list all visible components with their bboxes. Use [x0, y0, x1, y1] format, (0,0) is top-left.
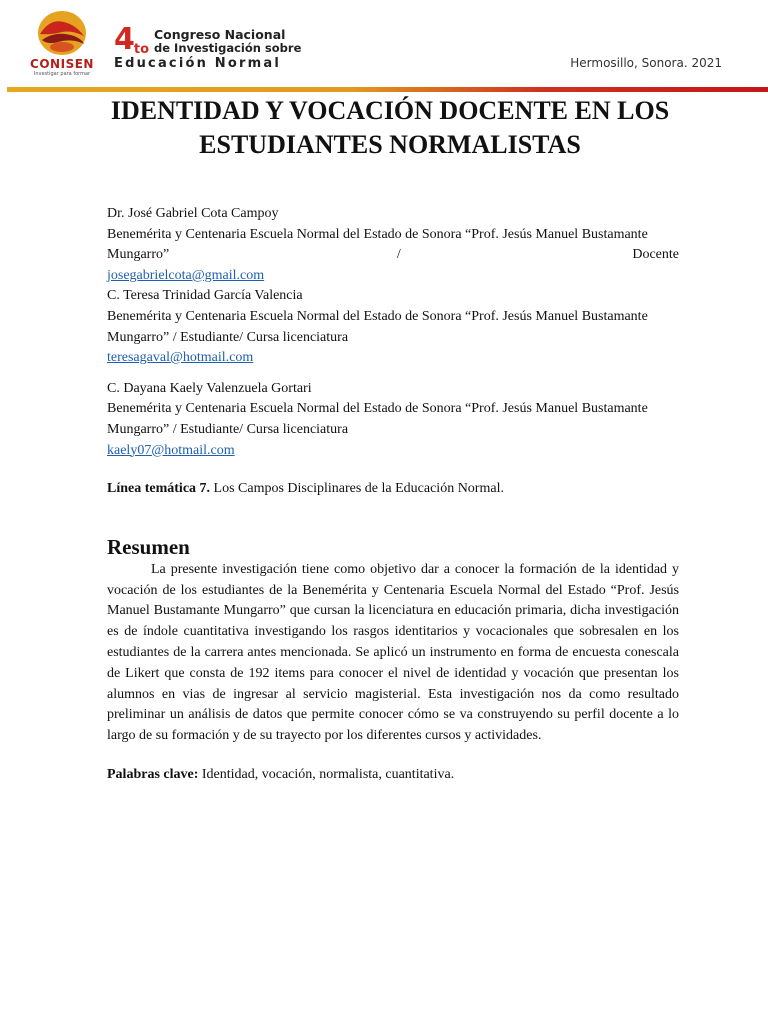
congress-line3: Educación Normal — [114, 56, 281, 71]
author-affiliation: Benemérita y Centenaria Escuela Normal del Estado de Sonora “Prof. Jesús Manuel Bustamante — [107, 308, 648, 324]
title-line2: ESTUDIANTES NORMALISTAS — [199, 130, 581, 159]
author-email-link[interactable]: kaely07@hotmail.com — [107, 442, 235, 458]
thematic-label: Línea temática 7. — [107, 481, 211, 497]
congress-line1: Congreso Nacional — [154, 27, 286, 42]
author-block-1 — [107, 204, 679, 286]
abstract-text: La presente investigación tiene como objetivo dar a conocer la formación de la identidad y vocación de los estudiantes de la Benemérita y Centenaria Escuela Normal del Estado “Prof. Jesús Manuel Bustamante Mungarro” que cursan la licenciatura en educación primaria, dicha investigación es de índole cuantitativa investigando los rasgos identitarios y vocacionales que sobresalen en los estudiantes de la carrera antes mencionada. Se aplicó un instrumento en forma de encuesta conescala de Likert que consta de 192 items para conocer el nivel de identidad y vocación que presentan los alumnos en vias de ingresar al servicio magisterial. Esta investigación nos da como resultado preliminar un análisis de datos que permite conocer cómo se va construyendo su perfil docente a lo largo de su formación y de su trayecto por los diferentes cursos y actividades. — [107, 561, 679, 744]
keywords-line — [107, 765, 679, 786]
congress-line2: de Investigación sobre — [154, 41, 302, 55]
conisen-emblem-icon — [36, 10, 88, 58]
author-affiliation: Benemérita y Centenaria Escuela Normal del Estado de Sonora “Prof. Jesús Manuel Bustamante — [107, 401, 648, 417]
place-date: Hermosillo, Sonora. 2021 — [570, 56, 722, 70]
congress-ordinal: to — [133, 42, 150, 57]
author-block-2 — [107, 286, 679, 368]
author-email-link[interactable]: teresagaval@hotmail.com — [107, 350, 254, 366]
document-title — [90, 94, 690, 162]
author-name: Dr. José Gabriel Cota Campoy — [107, 206, 279, 221]
author-affiliation-cont: Mungarro” / Estudiante/ Cursa licenciatura — [107, 421, 349, 437]
author-name: C. Dayana Kaely Valenzuela Gortari — [107, 380, 312, 396]
abstract-heading: Resumen — [107, 534, 190, 559]
author-block-3 — [107, 379, 679, 461]
keywords-text: Identidad, vocación, normalista, cuantitativa. — [198, 766, 455, 782]
author-affiliation-cont: Mungarro” / Estudiante/ Cursa licenciatura — [107, 329, 349, 345]
logo-tagline: Investigar para formar — [33, 71, 91, 77]
logo-name: CONISEN — [30, 57, 94, 71]
author-affiliation: Benemérita y Centenaria Escuela Normal del Estado de Sonora “Prof. Jesús Manuel Bustamante — [107, 226, 648, 242]
conisen-logo — [24, 10, 100, 78]
author-name: C. Teresa Trinidad García Valencia — [107, 288, 303, 304]
congress-number: $4^{to}$ — [114, 22, 150, 57]
page-header — [0, 0, 768, 95]
thematic-text: Los Campos Disciplinares de la Educación Normal. — [210, 481, 504, 497]
author-affiliation-cont: Mungarro” / Docente — [107, 247, 679, 263]
keywords-label: Palabras clave: — [107, 766, 199, 782]
thematic-line — [107, 479, 679, 500]
title-line1: IDENTIDAD Y VOCACIÓN DOCENTE EN LOS — [110, 96, 670, 125]
author-email-link[interactable]: josegabrielcota@gmail.com — [107, 267, 265, 283]
header-divider — [7, 87, 768, 92]
document-body — [107, 204, 679, 785]
